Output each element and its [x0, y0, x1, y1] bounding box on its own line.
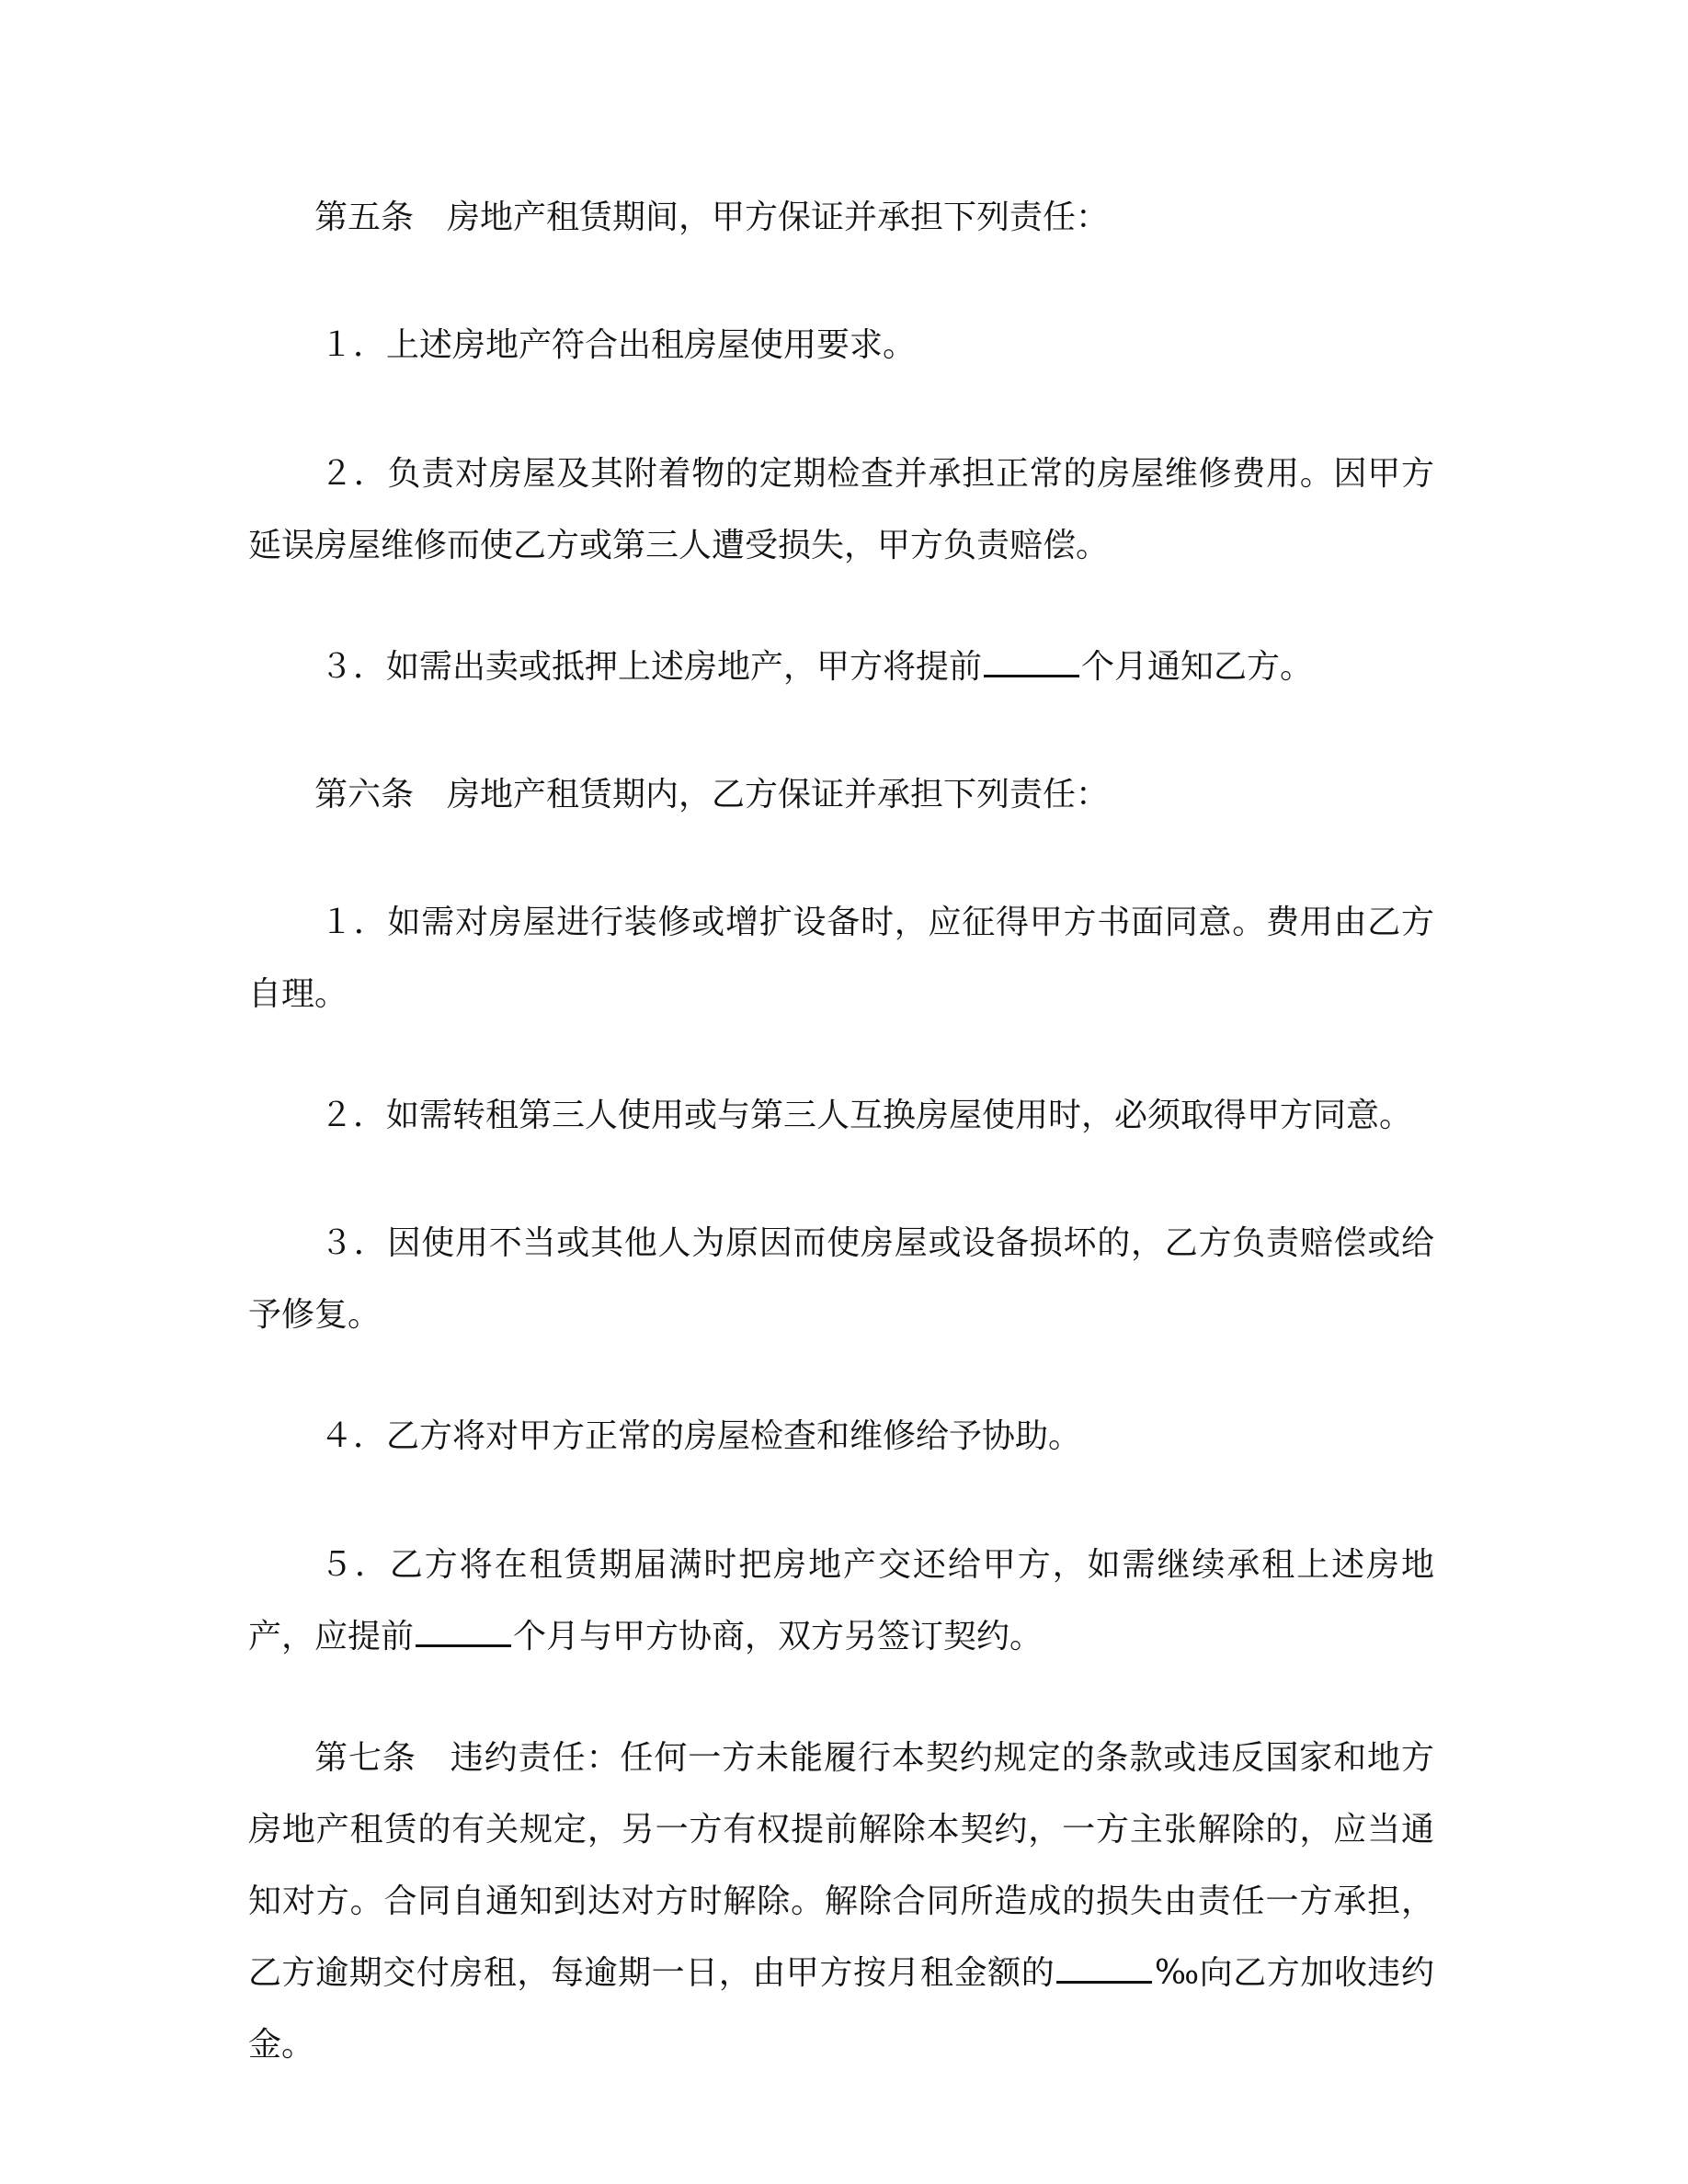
item-text: 负责对房屋及其附着物的定期检查并承担正常的房屋维修费用。因甲方延误房屋维修而使乙方或第三人遭受损失，甲方负责赔偿。	[248, 455, 1434, 564]
article-7	[248, 1723, 1434, 2081]
item-number: ４．	[320, 1417, 387, 1455]
article-6	[248, 759, 1434, 831]
item-number: ３．	[320, 1224, 388, 1262]
months-blank	[416, 1613, 511, 1647]
item-text-before: 乙方将在租赁期届满时把房地产交还给甲方，如需继续承租上述房地产，应提前	[248, 1546, 1434, 1655]
article-7-text-after: ‰向乙方加收违约金。	[248, 1954, 1434, 2064]
article-5-label: 第五条	[314, 199, 415, 236]
article-5-text: 房地产租赁期间，甲方保证并承担下列责任：	[447, 199, 1110, 236]
item-text: 上述房地产符合出租房屋使用要求。	[386, 326, 917, 364]
item-text: 因使用不当或其他人为原因而使房屋或设备损坏的，乙方负责赔偿或给予修复。	[248, 1224, 1434, 1334]
article-5	[248, 182, 1434, 254]
article-6-item-3	[248, 1208, 1434, 1351]
item-text: 如需转租第三人使用或与第三人互换房屋使用时，必须取得甲方同意。	[386, 1097, 1413, 1134]
article-6-item-4	[248, 1401, 1434, 1473]
article-5-item-3	[248, 631, 1434, 703]
item-text-before: 如需出卖或抵押上述房地产，甲方将提前	[386, 648, 983, 686]
item-number: ５．	[320, 1546, 390, 1584]
penalty-rate-blank	[1056, 1950, 1152, 1984]
article-6-text: 房地产租赁期内，乙方保证并承担下列责任：	[447, 776, 1110, 813]
article-6-label: 第六条	[314, 776, 415, 813]
article-7-label: 第七条	[314, 1739, 416, 1777]
item-text-after: 个月与甲方协商，双方另签订契约。	[513, 1618, 1044, 1655]
article-6-item-2	[248, 1080, 1434, 1152]
item-number: １．	[320, 904, 388, 941]
article-5-item-1	[248, 310, 1434, 381]
article-7-text-before: 违约责任：任何一方未能履行本契约规定的条款或违反国家和地方房地产租赁的有关规定，另一方有权提前解除本契约，一方主张解除的，应当通知对方。合同自通知到达对方时解除。解除合同所造成的损失由责任一方承担，乙方逾期交付房租，每逾期一日，由甲方按月租金额的	[248, 1739, 1434, 1992]
item-number: ２．	[320, 1097, 387, 1134]
item-text: 乙方将对甲方正常的房屋检查和维修给予协助。	[386, 1417, 1082, 1455]
article-5-item-2	[248, 438, 1434, 582]
article-6-item-1	[248, 887, 1434, 1030]
months-blank	[984, 643, 1079, 677]
item-number: １．	[320, 326, 387, 364]
item-number: ２．	[320, 455, 388, 493]
item-text: 如需对房屋进行装修或增扩设备时，应征得甲方书面同意。费用由乙方自理。	[248, 904, 1434, 1013]
item-text-after: 个月通知乙方。	[1081, 648, 1314, 686]
article-6-item-5	[248, 1530, 1434, 1673]
item-number: ３．	[320, 648, 387, 686]
